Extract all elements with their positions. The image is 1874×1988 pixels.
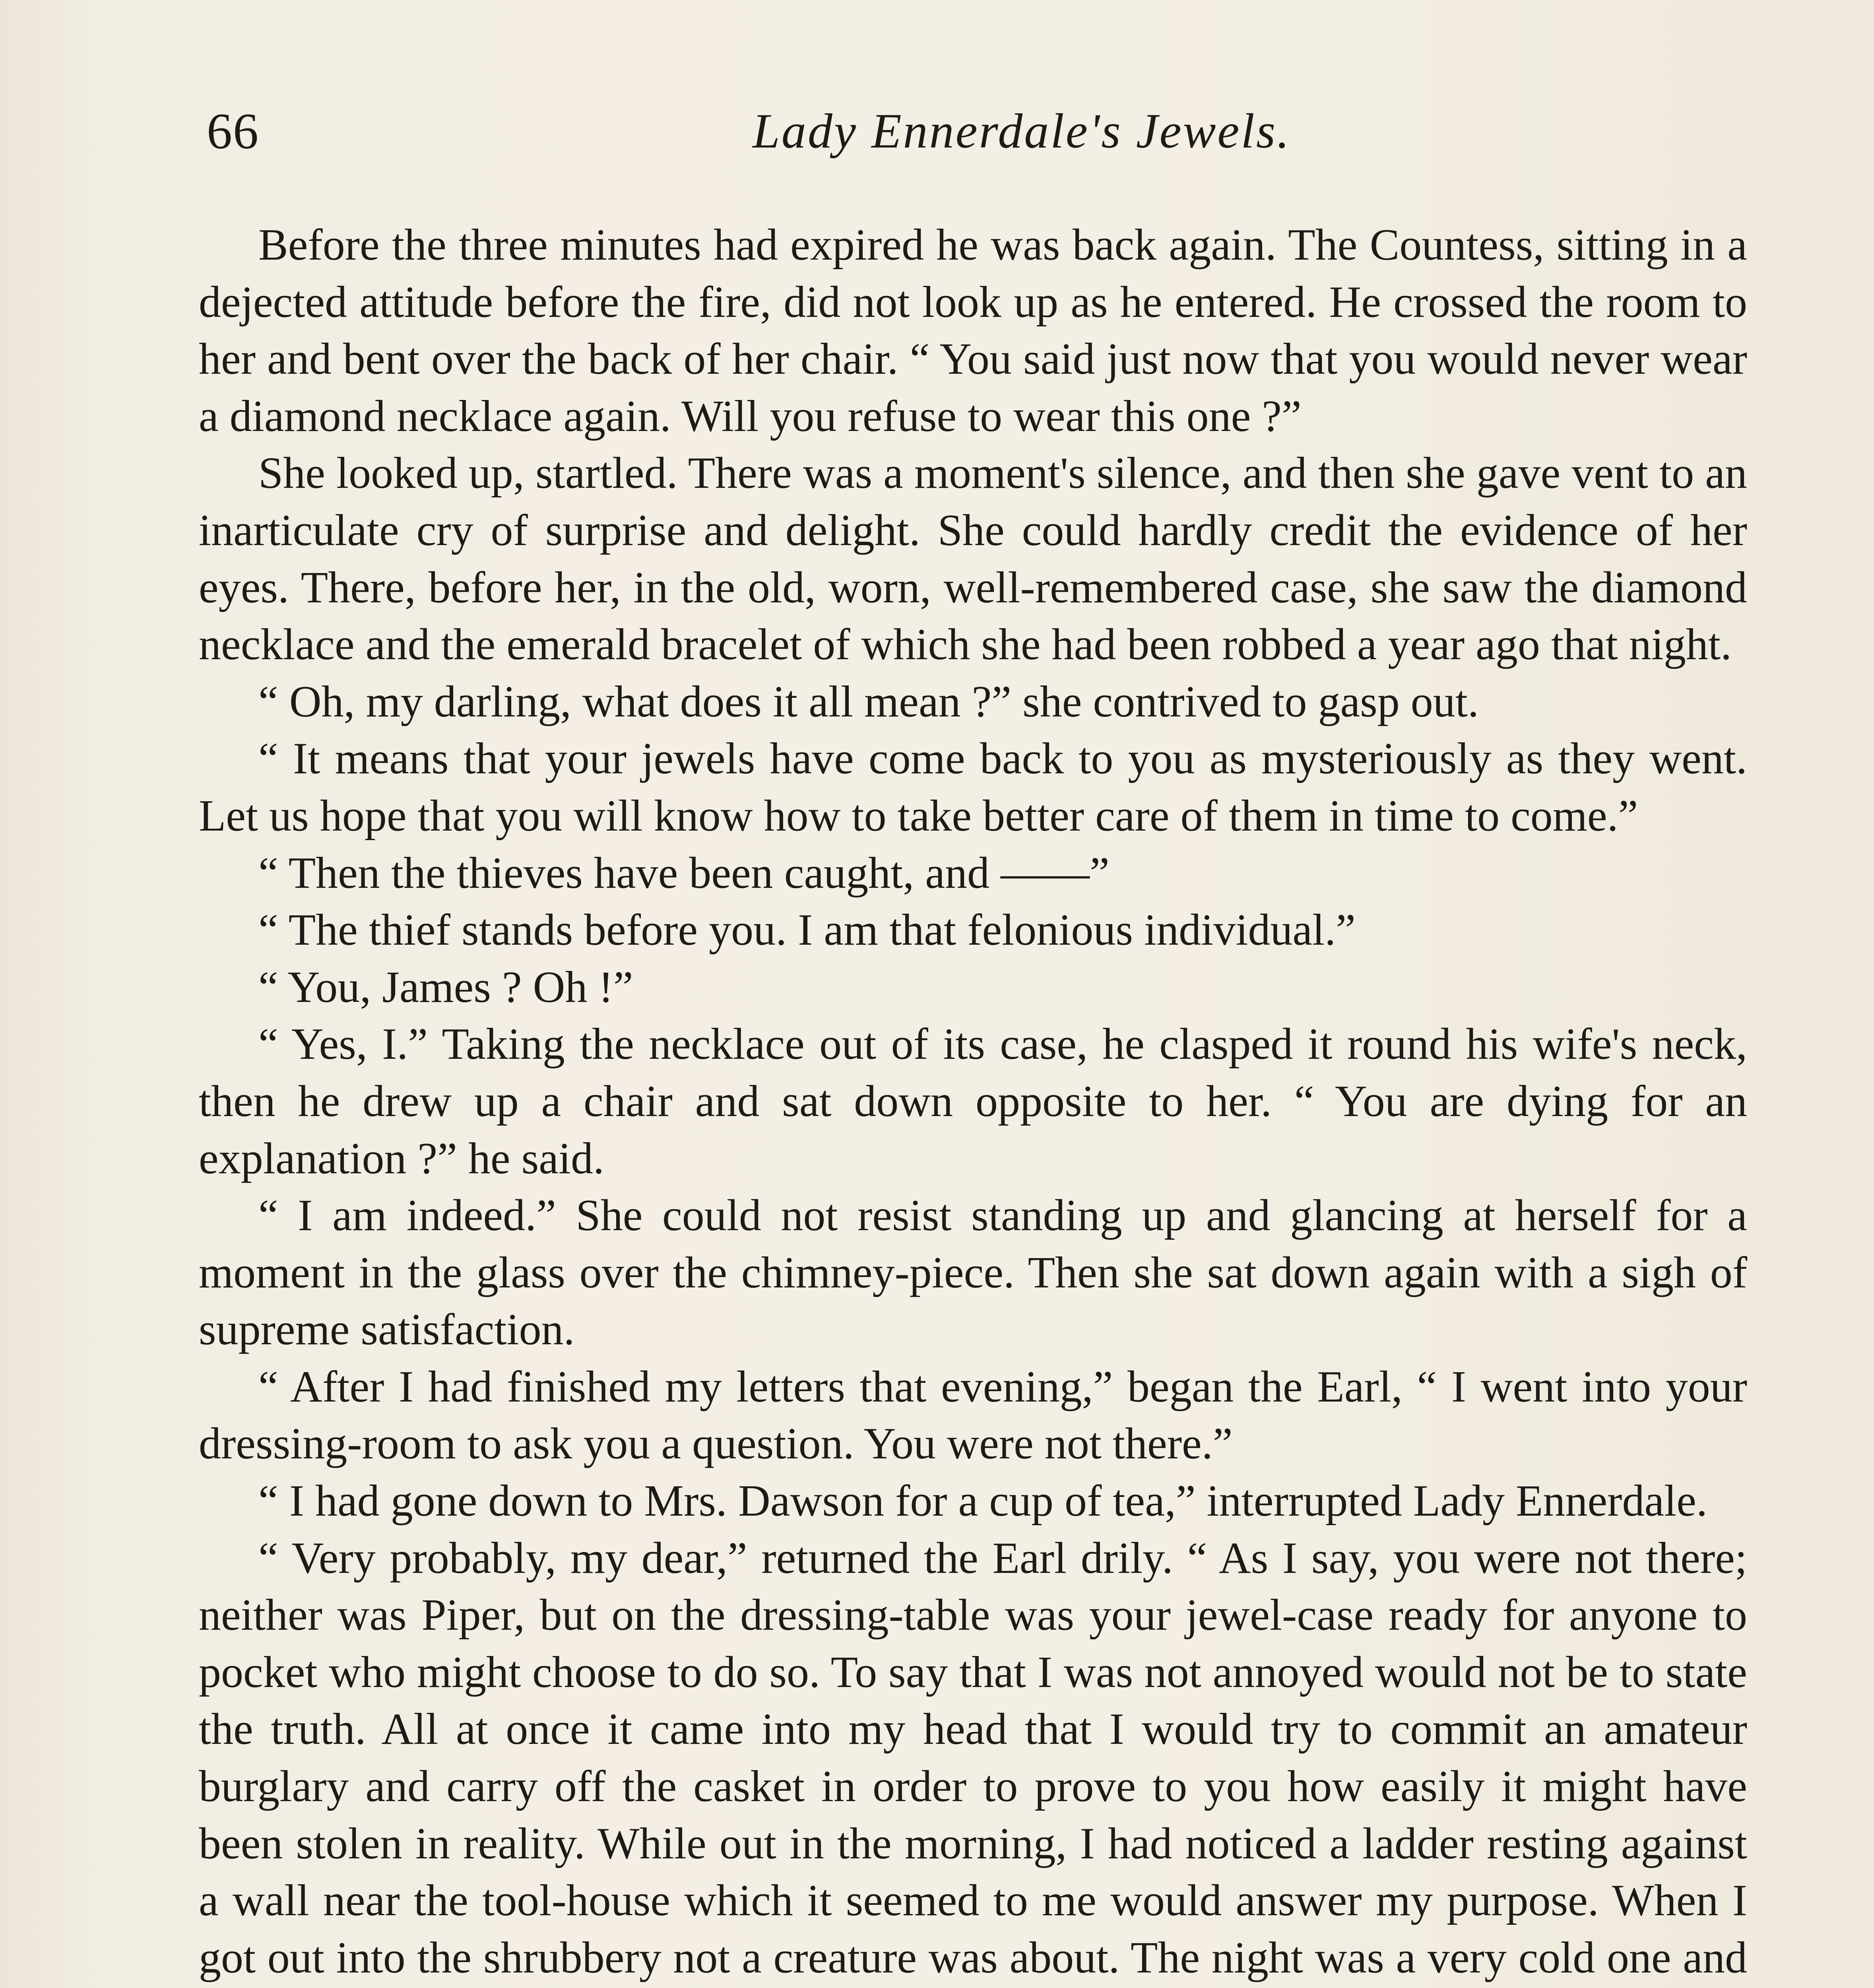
paragraph: “ The thief stands before you. I am that felonious individual.” — [258, 905, 1356, 955]
paragraph: “ It means that your jewels have come back to you as mysteriously as they went. Let us hope that you will know how to take better care of them in time to come.” — [199, 734, 1747, 841]
paragraph: “ Yes, I.” Taking the necklace out of its case, he clasped it round his wife's neck, then he drew up a chair and sat down opposite to her. “ You are dying for an explanation ?” he said. — [199, 1019, 1747, 1183]
paragraph: “ Oh, my darling, what does it all mean ?” she contrived to gasp out. — [258, 677, 1479, 726]
paragraph: “ Then the thieves have been caught, and ——” — [258, 848, 1110, 898]
body-text — [199, 217, 1747, 1988]
paragraph: She looked up, startled. There was a moment's silence, and then she gave vent to an inarticulate cry of surprise and delight. She could hardly credit the evidence of her eyes. There, before her, in the old, worn, well-remembered case, she saw the diamond necklace and the emerald bracelet of which she had been robbed a year ago that night. — [199, 448, 1747, 670]
running-title: Lady Ennerdale's Jewels. — [752, 104, 1291, 158]
paragraph: “ Very probably, my dear,” returned the Earl drily. “ As I say, you were not there; neither was Piper, but on the dressing-table was your jewel-case ready for anyone to pocket who might choose to do so. To say that I was not annoyed would not be to state the truth. All at once it came into my head that I would try to commit an amateur burglary and carry off the casket in order to prove to you how easily it might have been stolen in reality. While out in the morning, I had noticed a ladder resting against a wall near the tool-house which it seemed to me would answer my purpose. When I got out into the shrubbery not a creature was about. The night was a very cold one and — [199, 1533, 1747, 1982]
page-number: 66 — [207, 103, 259, 159]
paragraph: Before the three minutes had expired he was back again. The Countess, sitting in a dejected attitude before the fire, did not look up as he entered. He crossed the room to her and bent over the back of her chair. “ You said just now that you would never wear a diamond necklace again. Will you refuse to wear this one ?” — [199, 220, 1747, 441]
paragraph: “ I had gone down to Mrs. Dawson for a cup of tea,” interrupted Lady Ennerdale. — [258, 1476, 1707, 1526]
paragraph: “ I am indeed.” She could not resist standing up and glancing at herself for a moment in the glass over the chimney-piece. Then she sat down again with a sigh of supreme satisfaction. — [199, 1191, 1747, 1355]
paragraph: “ After I had finished my letters that evening,” began the Earl, “ I went into your dressing-room to ask you a question. You were not there.” — [199, 1362, 1747, 1469]
page-header — [207, 99, 1749, 163]
paragraph: “ You, James ? Oh !” — [258, 962, 633, 1012]
